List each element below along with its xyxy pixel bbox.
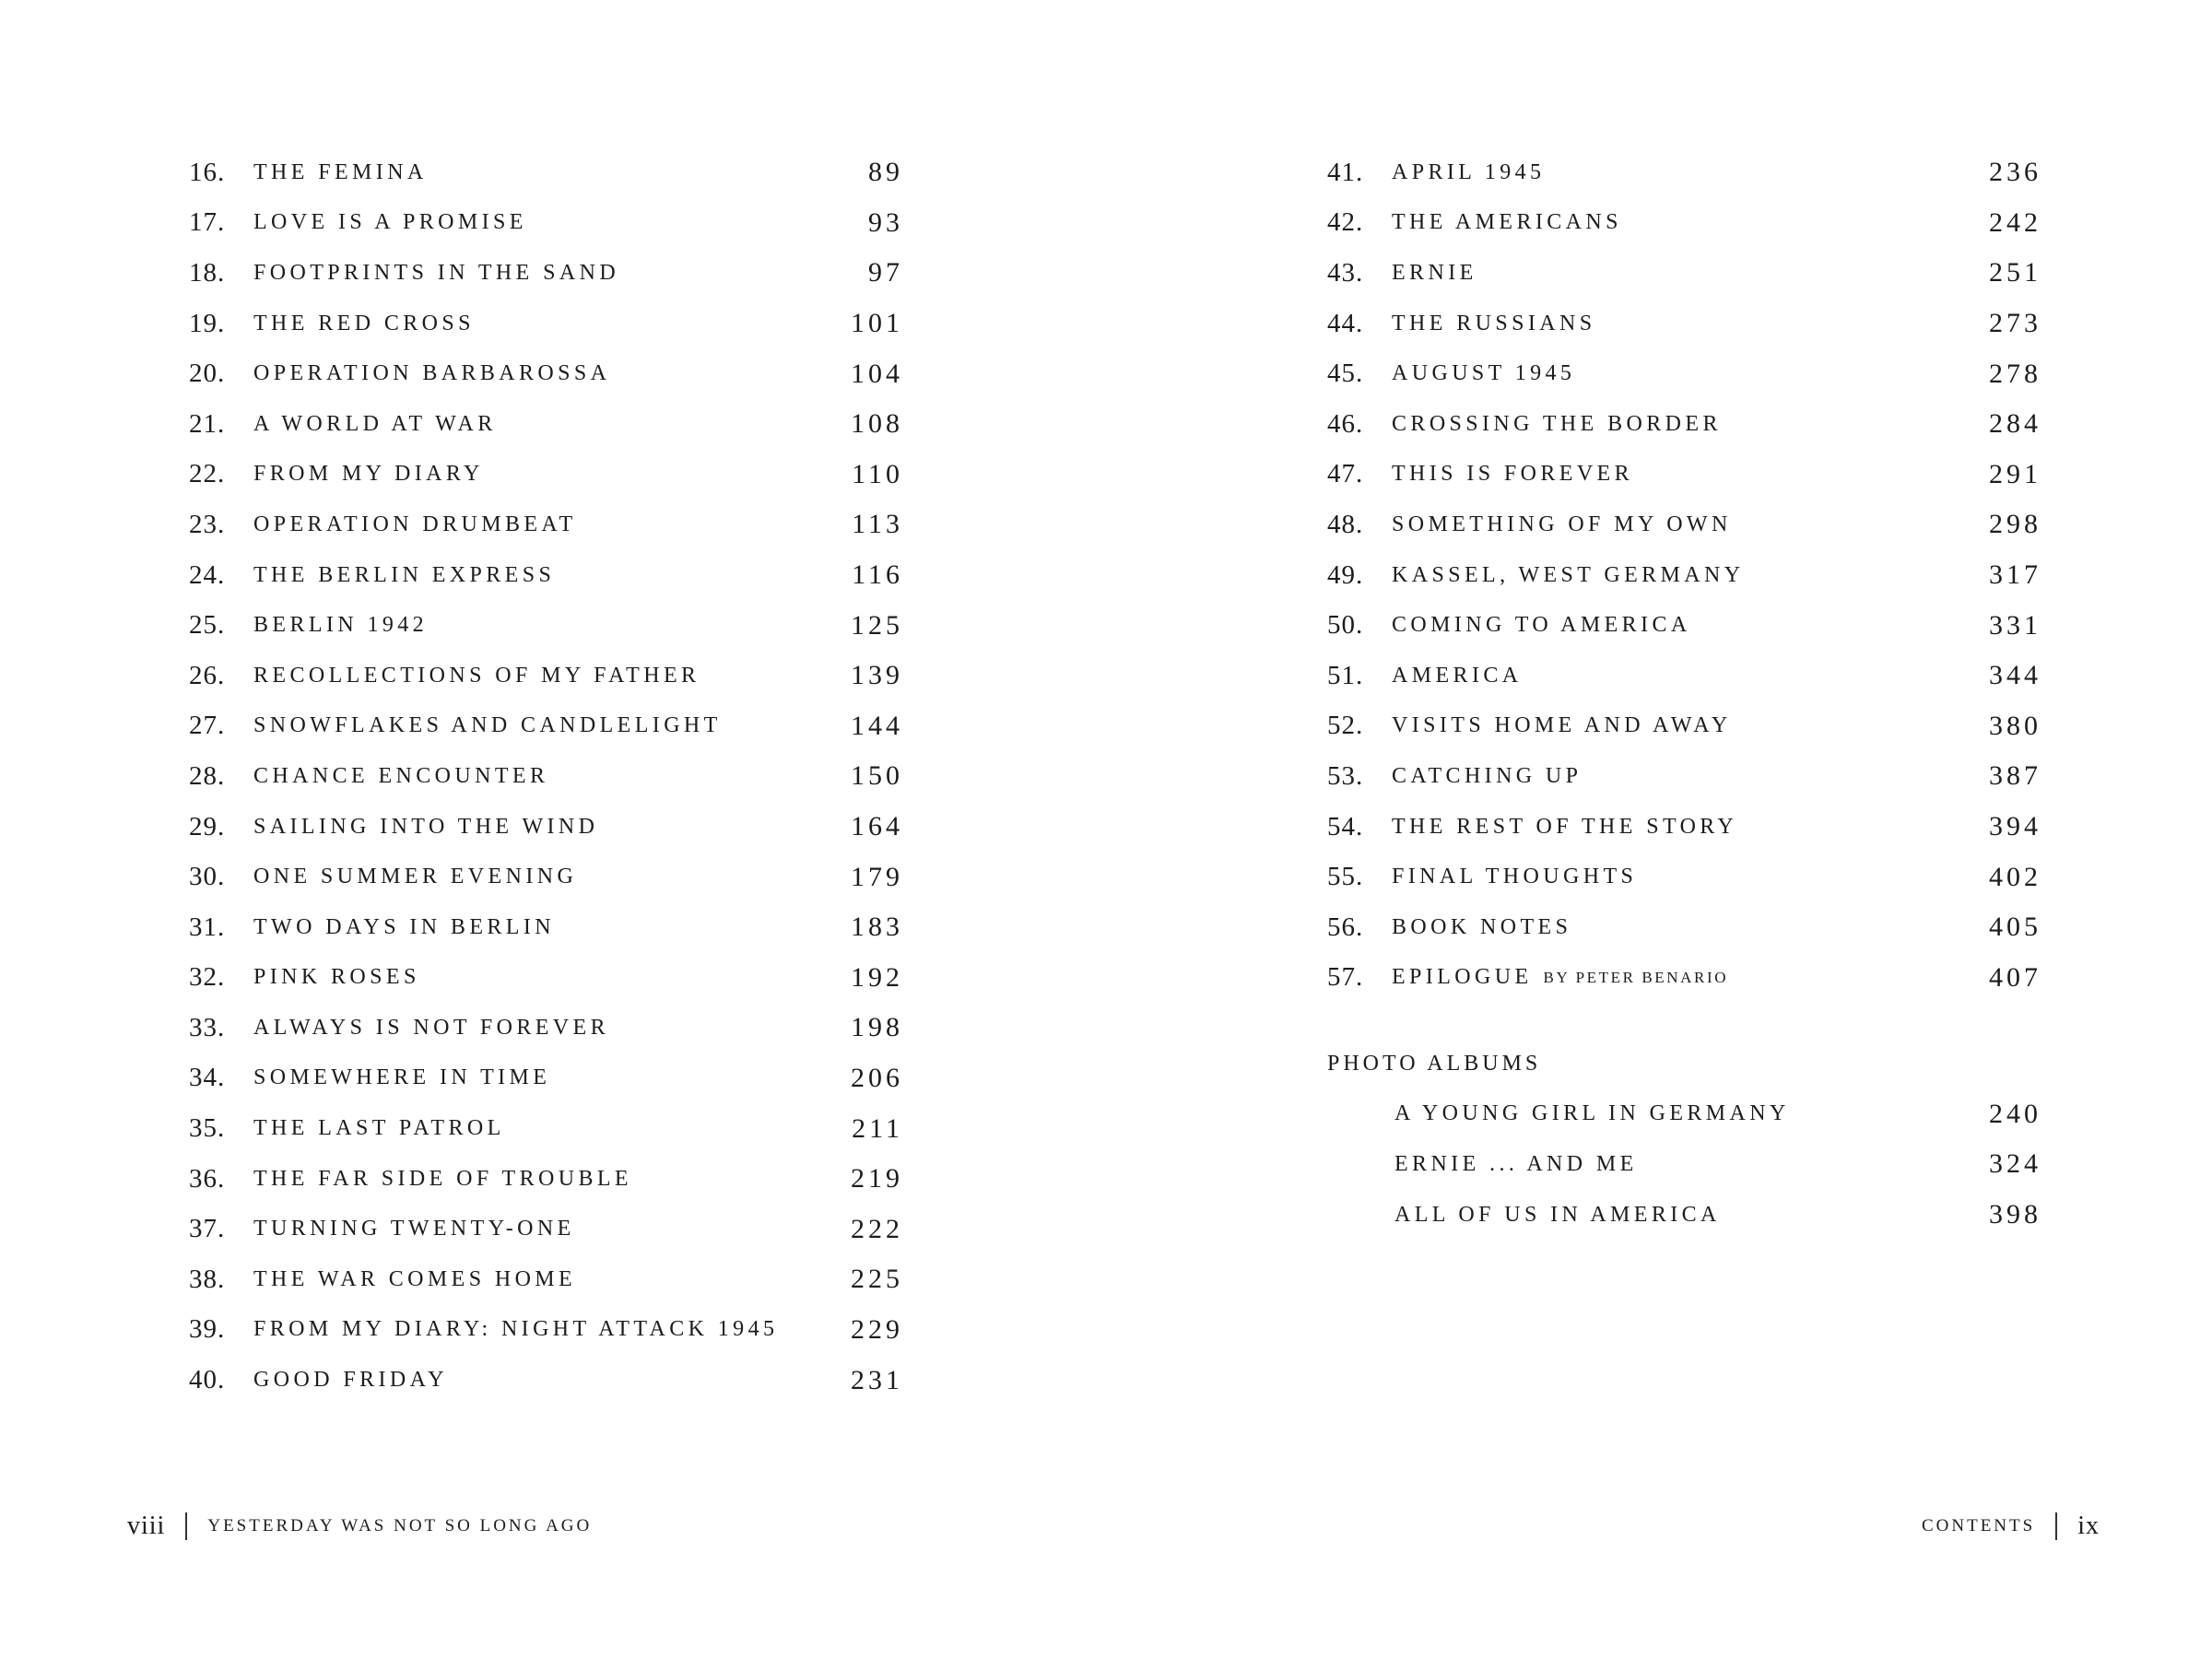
chapter-number: 19.: [189, 308, 226, 338]
page-number: 144: [851, 710, 903, 741]
toc-entry: [1327, 450, 2041, 500]
page-number: 291: [1989, 458, 2041, 489]
toc-entry: [189, 1355, 903, 1406]
page-number: 198: [851, 1012, 903, 1043]
toc-entry: [1327, 953, 2041, 1004]
page-number: 89: [868, 157, 903, 188]
toc-entry: [189, 902, 903, 953]
page-number: 125: [851, 609, 903, 641]
toc-entry: [1327, 802, 2041, 853]
chapter-number: 47.: [1327, 459, 1364, 489]
chapter-number: 28.: [189, 760, 226, 791]
chapter-title: A WORLD AT WAR: [253, 411, 497, 436]
chapter-number: 50.: [1327, 610, 1364, 641]
page-number: 387: [1989, 760, 2041, 792]
chapter-number: 45.: [1327, 359, 1364, 389]
page-number: 113: [852, 509, 903, 540]
running-head-right: CONTENTS: [1921, 1516, 2036, 1535]
chapter-number: 20.: [189, 359, 226, 389]
chapter-number: 43.: [1327, 257, 1364, 288]
chapter-title: CHANCE ENCOUNTER: [253, 763, 549, 788]
photo-album-entry: [1327, 1139, 2041, 1190]
chapter-title: FROM MY DIARY: NIGHT ATTACK 1945: [253, 1317, 779, 1342]
chapter-title: VISITS HOME AND AWAY: [1392, 713, 1732, 738]
running-head-left: YESTERDAY WAS NOT SO LONG AGO: [207, 1516, 593, 1535]
toc-entry: [1327, 500, 2041, 550]
toc-entry: [1327, 399, 2041, 450]
chapter-title: OPERATION BARBAROSSA: [253, 361, 611, 386]
toc-entry: [1327, 852, 2041, 902]
chapter-title: SAILING INTO THE WIND: [253, 814, 599, 839]
toc-entry: [1327, 248, 2041, 299]
chapter-number: 36.: [189, 1163, 226, 1194]
page-number: 407: [1989, 961, 2041, 993]
page-number: 110: [852, 458, 903, 489]
chapter-title: THE FEMINA: [253, 159, 428, 184]
chapter-number: 38.: [189, 1264, 226, 1294]
toc-entry: [189, 701, 903, 752]
page-number: 225: [851, 1264, 903, 1295]
page-number: 219: [851, 1163, 903, 1194]
chapter-number: 35.: [189, 1113, 226, 1144]
chapter-title: CROSSING THE BORDER: [1392, 411, 1722, 436]
toc-entry: [189, 1053, 903, 1104]
page-number: 97: [868, 257, 903, 288]
chapter-number: 23.: [189, 509, 226, 539]
footer-divider: [2055, 1512, 2057, 1540]
chapter-number: 57.: [1327, 962, 1364, 993]
chapter-title: THE LAST PATROL: [253, 1116, 505, 1141]
toc-entry: [189, 348, 903, 399]
toc-entry: [189, 1003, 903, 1053]
chapter-title: FROM MY DIARY: [253, 462, 484, 487]
chapter-number: 42.: [1327, 207, 1364, 238]
page-number: 380: [1989, 710, 2041, 741]
right-page: [1106, 0, 2212, 1659]
chapter-title: ERNIE: [1392, 260, 1477, 285]
photo-albums-section: [1327, 1039, 2041, 1240]
page-number: 164: [851, 811, 903, 842]
toc-entry: [189, 450, 903, 500]
toc-entry: [189, 953, 903, 1004]
page-number: 242: [1989, 206, 2041, 238]
chapter-title: ALWAYS IS NOT FOREVER: [253, 1015, 609, 1040]
toc-entry: [1327, 550, 2041, 601]
toc-entry: [189, 248, 903, 299]
chapter-number: 18.: [189, 257, 226, 288]
chapter-number: 37.: [189, 1214, 226, 1244]
chapter-title: THE RUSSIANS: [1392, 311, 1596, 335]
chapter-number: 25.: [189, 610, 226, 641]
page-number: 222: [851, 1213, 903, 1244]
chapter-title: KASSEL, WEST GERMANY: [1392, 562, 1745, 587]
page-number: 344: [1989, 660, 2041, 691]
toc-entry: [1327, 902, 2041, 953]
chapter-number: 41.: [1327, 157, 1364, 187]
toc-entry: [189, 651, 903, 701]
chapter-number: 48.: [1327, 509, 1364, 539]
footer-divider: [185, 1512, 187, 1540]
toc-list-left: [189, 147, 903, 1406]
chapter-number: 21.: [189, 408, 226, 439]
toc-entry: [1327, 147, 2041, 198]
toc-entry: [189, 550, 903, 601]
chapter-title: AMERICA: [1392, 663, 1523, 688]
chapter-number: 34.: [189, 1063, 226, 1093]
page-number: 405: [1989, 912, 2041, 943]
page-number: 240: [1989, 1098, 2041, 1129]
chapter-title: OPERATION DRUMBEAT: [253, 512, 577, 536]
page-number: 101: [851, 308, 903, 339]
page-number: 179: [851, 861, 903, 892]
toc-entry: [1327, 600, 2041, 651]
page-number: 236: [1989, 157, 2041, 188]
toc-entry: [189, 751, 903, 802]
chapter-title: COMING TO AMERICA: [1392, 613, 1691, 638]
page-number: 150: [851, 760, 903, 792]
chapter-title: PINK ROSES: [253, 965, 420, 990]
chapter-title: RECOLLECTIONS OF MY FATHER: [253, 663, 700, 688]
chapter-number: 49.: [1327, 559, 1364, 590]
chapter-number: 32.: [189, 962, 226, 993]
chapter-number: 22.: [189, 459, 226, 489]
toc-entry: [1327, 701, 2041, 752]
page-number: 104: [851, 358, 903, 389]
toc-entry: [189, 802, 903, 853]
page-number: 284: [1989, 408, 2041, 440]
toc-entry: [189, 399, 903, 450]
chapter-number: 17.: [189, 207, 226, 238]
chapter-title: BOOK NOTES: [1392, 914, 1572, 939]
page-number: 251: [1989, 257, 2041, 288]
toc-entry: [189, 299, 903, 349]
chapter-byline: BY PETER BENARIO: [1543, 968, 1729, 986]
chapter-title: BERLIN 1942: [253, 613, 429, 638]
page-number: 229: [851, 1313, 903, 1345]
folio-right: ix: [2077, 1512, 2100, 1540]
photo-albums-heading: PHOTO ALBUMS: [1327, 1052, 1542, 1076]
chapter-number: 39.: [189, 1314, 226, 1345]
chapter-title: THE AMERICANS: [1392, 210, 1622, 235]
toc-entry: [189, 1103, 903, 1154]
page-number: 394: [1989, 811, 2041, 842]
chapter-title: THE FAR SIDE OF TROUBLE: [253, 1166, 632, 1191]
page-number: 231: [851, 1364, 903, 1395]
page-number: 278: [1989, 358, 2041, 389]
page-number: 211: [852, 1112, 903, 1144]
chapter-number: 55.: [1327, 862, 1364, 892]
chapter-number: 24.: [189, 559, 226, 590]
toc-entry: [1327, 651, 2041, 701]
chapter-title: FINAL THOUGHTS: [1392, 865, 1638, 889]
page-number: 324: [1989, 1148, 2041, 1180]
page-number: 331: [1989, 609, 2041, 641]
chapter-number: 53.: [1327, 760, 1364, 791]
chapter-title: GOOD FRIDAY: [253, 1368, 448, 1393]
chapter-title: THE REST OF THE STORY: [1392, 814, 1738, 839]
page-number: 139: [851, 660, 903, 691]
chapter-title: THE BERLIN EXPRESS: [253, 562, 556, 587]
chapter-title: ONE SUMMER EVENING: [253, 865, 578, 889]
toc-entry: [189, 1154, 903, 1205]
chapter-number: 33.: [189, 1012, 226, 1042]
toc-entry: [189, 198, 903, 249]
chapter-number: 54.: [1327, 811, 1364, 841]
page-number: 298: [1989, 509, 2041, 540]
chapter-number: 46.: [1327, 408, 1364, 439]
toc-entry: [1327, 299, 2041, 349]
photo-album-entry: [1327, 1190, 2041, 1241]
chapter-number: 16.: [189, 157, 226, 187]
album-title: A YOUNG GIRL IN GERMANY: [1394, 1101, 1790, 1126]
chapter-title: EPILOGUE: [1392, 965, 1533, 990]
page-number: 206: [851, 1062, 903, 1093]
footer-right: [1922, 1512, 2100, 1541]
chapter-title: THE RED CROSS: [253, 311, 475, 335]
toc-entry: [189, 600, 903, 651]
toc-entry: [1327, 751, 2041, 802]
page-number: 93: [868, 206, 903, 238]
album-title: ALL OF US IN AMERICA: [1394, 1202, 1721, 1227]
page-number: 183: [851, 912, 903, 943]
page-number: 317: [1989, 559, 2041, 591]
toc-entry: [189, 852, 903, 902]
page-number: 402: [1989, 861, 2041, 892]
photo-albums-list: [1327, 1089, 2041, 1241]
chapter-title: APRIL 1945: [1392, 159, 1546, 184]
chapter-number: 44.: [1327, 308, 1364, 338]
toc-entry: [189, 500, 903, 550]
page-number: 192: [851, 961, 903, 993]
toc-entry: [189, 1305, 903, 1356]
chapter-title: AUGUST 1945: [1392, 361, 1576, 386]
footer-left: [127, 1512, 592, 1541]
chapter-number: 30.: [189, 862, 226, 892]
page-number: 398: [1989, 1199, 2041, 1230]
chapter-title: THIS IS FOREVER: [1392, 462, 1634, 487]
chapter-title: CATCHING UP: [1392, 763, 1583, 788]
chapter-number: 40.: [189, 1365, 226, 1395]
chapter-number: 27.: [189, 711, 226, 741]
toc-entry: [189, 1204, 903, 1254]
folio-left: viii: [127, 1512, 166, 1540]
chapter-title: FOOTPRINTS IN THE SAND: [253, 260, 620, 285]
chapter-title: SNOWFLAKES AND CANDLELIGHT: [253, 713, 722, 738]
chapter-title: SOMETHING OF MY OWN: [1392, 512, 1732, 536]
chapter-number: 29.: [189, 811, 226, 841]
chapter-number: 56.: [1327, 912, 1364, 942]
chapter-number: 52.: [1327, 711, 1364, 741]
chapter-number: 31.: [189, 912, 226, 942]
toc-entry: [189, 1254, 903, 1305]
chapter-title: TURNING TWENTY-ONE: [253, 1217, 575, 1241]
chapter-number: 26.: [189, 660, 226, 690]
toc-list-right: [1327, 147, 2041, 1003]
toc-entry: [1327, 198, 2041, 249]
toc-entry: [1327, 348, 2041, 399]
page-number: 108: [851, 408, 903, 440]
album-title: ERNIE ... AND ME: [1394, 1151, 1638, 1176]
chapter-title: LOVE IS A PROMISE: [253, 210, 527, 235]
page-number: 273: [1989, 308, 2041, 339]
chapter-title: SOMEWHERE IN TIME: [253, 1065, 551, 1090]
toc-entry: [189, 147, 903, 198]
photo-album-entry: [1327, 1089, 2041, 1140]
page-number: 116: [852, 559, 903, 591]
chapter-title: THE WAR COMES HOME: [253, 1266, 577, 1291]
chapter-number: 51.: [1327, 660, 1364, 690]
chapter-title: TWO DAYS IN BERLIN: [253, 914, 555, 939]
